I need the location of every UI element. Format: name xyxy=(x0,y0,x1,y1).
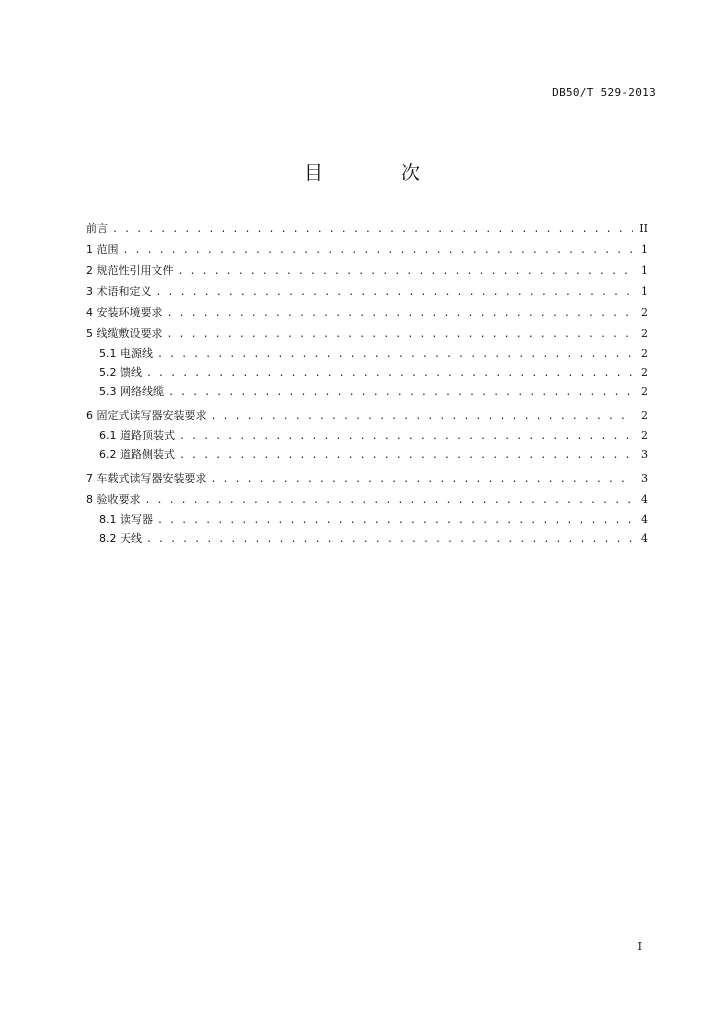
toc-entry-label: 6 固定式读写器安装要求 xyxy=(86,409,207,422)
toc-leader-dots xyxy=(145,490,635,511)
toc-entry-label: 6.2 道路侧装式 xyxy=(99,448,175,461)
toc-entry-label: 3 术语和定义 xyxy=(86,285,152,298)
toc-leader-dots xyxy=(168,383,634,402)
toc-entry-reader[interactable] xyxy=(86,510,648,529)
toc-entry-page: 4 xyxy=(641,513,648,526)
page-number: I xyxy=(637,940,642,953)
toc-entry-preface[interactable] xyxy=(86,218,648,239)
toc-entry-label: 4 安装环境要求 xyxy=(86,306,163,319)
toc-entry-label: 前言 xyxy=(86,222,108,235)
toc-title-char-2: 次 xyxy=(401,162,421,184)
toc-entry-label: 1 范围 xyxy=(86,243,119,256)
toc-entry-page: 2 xyxy=(641,385,648,398)
toc-entry-page: 1 xyxy=(641,264,648,277)
toc-entry-terms[interactable] xyxy=(86,281,648,302)
toc-entry-page: 4 xyxy=(641,532,648,545)
toc-entry-label: 5.3 网络线缆 xyxy=(99,385,164,398)
toc-entry-acceptance[interactable] xyxy=(86,489,648,510)
toc-leader-dots xyxy=(179,427,634,446)
toc-leader-dots xyxy=(112,219,633,240)
toc-leader-dots xyxy=(167,324,635,345)
toc-leader-dots xyxy=(146,530,634,549)
toc-entry-network-cable[interactable] xyxy=(86,382,648,401)
toc-leader-dots xyxy=(167,303,635,324)
toc-entry-antenna[interactable] xyxy=(86,529,648,548)
toc-leader-dots xyxy=(123,240,635,261)
toc-entry-vehicle-reader[interactable] xyxy=(86,468,648,489)
toc-entry-fixed-reader[interactable] xyxy=(86,405,648,426)
toc-entry-power-cable[interactable] xyxy=(86,344,648,363)
toc-entry-page: 3 xyxy=(641,472,648,485)
toc-entry-label: 5 线缆敷设要求 xyxy=(86,327,163,340)
toc-entry-label: 5.1 电源线 xyxy=(99,347,153,360)
toc-entry-label: 7 车载式读写器安装要求 xyxy=(86,472,207,485)
toc-entry-label: 2 规范性引用文件 xyxy=(86,264,174,277)
toc-entry-page: 2 xyxy=(641,327,648,340)
toc-entry-cabling[interactable] xyxy=(86,323,648,344)
toc-entry-page: 3 xyxy=(641,448,648,461)
toc-entry-overhead-mount[interactable] xyxy=(86,426,648,445)
toc-entry-page: 1 xyxy=(641,285,648,298)
toc-entry-label: 8 验收要求 xyxy=(86,493,141,506)
toc-entry-page: 2 xyxy=(641,366,648,379)
toc-entry-page: 2 xyxy=(641,306,648,319)
toc-entry-label: 5.2 馈线 xyxy=(99,366,142,379)
toc-entry-environment[interactable] xyxy=(86,302,648,323)
toc-entry-scope[interactable] xyxy=(86,239,648,260)
toc-entry-page: II xyxy=(639,222,648,235)
toc-title xyxy=(0,158,724,185)
toc-entry-page: 2 xyxy=(641,409,648,422)
toc-entry-feeder[interactable] xyxy=(86,363,648,382)
toc-leader-dots xyxy=(211,469,635,490)
toc-leader-dots xyxy=(211,406,635,427)
toc-leader-dots xyxy=(146,364,634,383)
toc-leader-dots xyxy=(178,261,635,282)
toc-leader-dots xyxy=(157,511,634,530)
toc-entry-page: 2 xyxy=(641,347,648,360)
toc-entry-side-mount[interactable] xyxy=(86,445,648,464)
toc-entry-label: 6.1 道路顶装式 xyxy=(99,429,175,442)
toc-entry-label: 8.1 读写器 xyxy=(99,513,153,526)
document-code: DB50/T 529-2013 xyxy=(552,86,656,99)
toc-title-char-1: 目 xyxy=(303,162,323,184)
toc-leader-dots xyxy=(157,345,634,364)
toc-leader-dots xyxy=(179,446,634,465)
toc-entry-page: 4 xyxy=(641,493,648,506)
toc-leader-dots xyxy=(156,282,635,303)
toc-entry-page: 2 xyxy=(641,429,648,442)
toc-entry-normative-references[interactable] xyxy=(86,260,648,281)
toc-entry-label: 8.2 天线 xyxy=(99,532,142,545)
toc-entry-page: 1 xyxy=(641,243,648,256)
table-of-contents xyxy=(86,218,648,548)
